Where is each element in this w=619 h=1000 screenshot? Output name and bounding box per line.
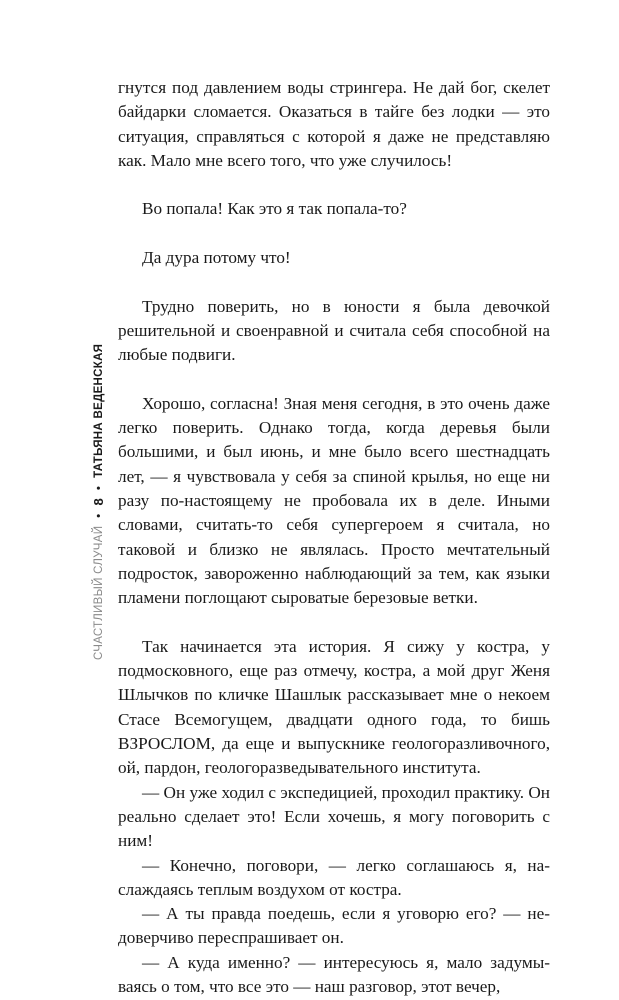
page-number: 8 [91,498,106,506]
separator-dot: • [93,513,105,518]
dialogue-line: — А ты правда поедешь, если я уговорю его? — недоверчиво переспрашивает он. [118,904,550,948]
paragraph: Так начинается эта история. Я сижу у костра, у подмосковного, еще раз отмечу, костра, а мой друг Женя Шлычков по кличке Шашлык рассказывает мне о некоем Стасе Всемогущем, двадцати одного года, то бишь ВЗРОСЛОМ, да еще и выпускнике геологоразливочного, ой, пардон, геологоразведывательного института. [118,636,550,778]
dialogue-line: — Он уже ходил с экспедицией, проходил практику. Он реально сделает это! Если хочешь, я могу поговорить с ним! [118,782,550,851]
running-header [92,344,106,660]
paragraph: Да дура потому что! [142,248,291,268]
dialogue-line: — А куда именно? — интересуюсь я, мало задумываясь о том, что все это — наш разговор, этот вечер, [118,952,550,996]
dialogue-line: — Конечно, поговори, — легко соглашаюсь я, наслаждаясь теплым воздухом от костра. [118,855,550,899]
paragraph: Трудно поверить, но в юности я была девочкой решительной и своенравной и считала себя способной на любые подвиги. [118,296,550,365]
paragraph: Во попала! Как это я так попала-то? [142,199,407,219]
paragraph: Хорошо, согласна! Зная меня сегодня, в это очень даже легко поверить. Однако тогда, когда деревья были большими, и был июнь, и мне было всего шестнадцать лет, — я чувствовала у себя за спиной крылья, но еще ни разу по-настоящему не пробовала их в деле. Иными словами, считать-то себя супергероем я считала, но таковой и близко не являлась. Просто мечтательный подросток, завороженно наблюдающий за тем, как языки пламени поглощают сыроватые березовые ветки. [118,393,550,608]
separator-dot: • [93,485,105,490]
author-name: ТАТЬЯНА ВЕДЕНСКАЯ [93,343,105,478]
body-text [118,76,550,999]
paragraph: гнутся под давлением воды стрингера. Не дай бог, скелет байдарки сломается. Оказаться в тайге без лодки — это ситуация, справляться с которой я даже не представляю как. Мало мне всего того, что уже случилось! [118,78,550,170]
series-title: СЧАСТЛИВЫЙ СЛУЧАЙ [93,525,105,660]
